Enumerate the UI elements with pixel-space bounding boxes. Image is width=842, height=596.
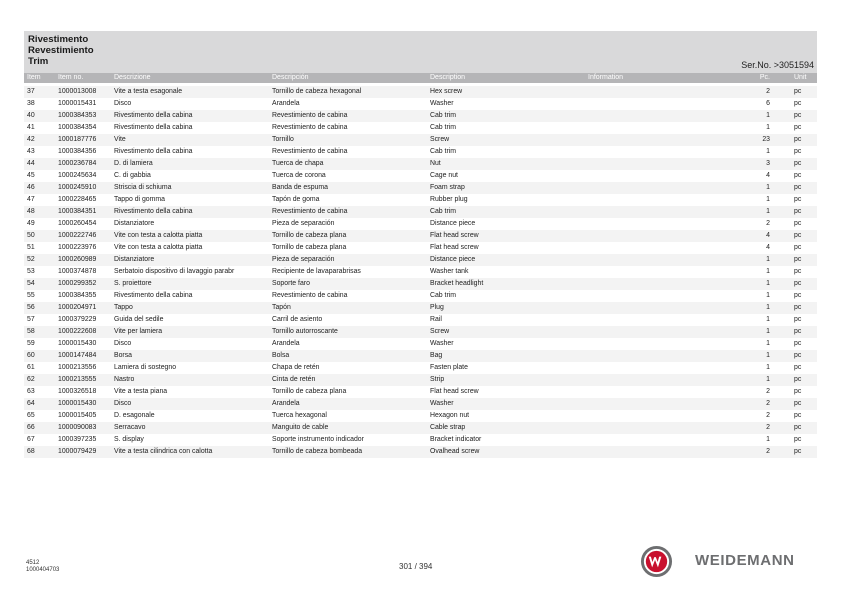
cell-desc-italian: Disco bbox=[114, 340, 132, 347]
cell-pc: 1 bbox=[766, 196, 770, 203]
cell-item-no: 1000397235 bbox=[58, 436, 97, 443]
cell-desc-italian: Serbatoio dispositivo di lavaggio parabr bbox=[114, 268, 235, 275]
cell-desc-italian: Vite con testa a calotta piatta bbox=[114, 244, 203, 251]
cell-item: 62 bbox=[27, 376, 35, 383]
cell-item: 37 bbox=[27, 88, 35, 95]
footer-code-1: 4512 bbox=[26, 560, 40, 566]
cell-item-no: 1000213555 bbox=[58, 376, 97, 383]
table-row bbox=[24, 362, 817, 374]
cell-desc-italian: C. di gabbia bbox=[114, 172, 151, 179]
cell-pc: 1 bbox=[766, 112, 770, 119]
cell-unit: pc bbox=[794, 160, 802, 167]
table-row bbox=[24, 230, 817, 242]
table-row bbox=[24, 86, 817, 98]
cell-desc-english: Strip bbox=[430, 376, 445, 383]
cell-unit: pc bbox=[794, 148, 802, 155]
cell-desc-english: Fasten plate bbox=[430, 364, 468, 371]
cell-pc: 1 bbox=[766, 328, 770, 335]
cell-desc-english: Cab trim bbox=[430, 112, 457, 119]
cell-desc-italian: Tappo bbox=[114, 304, 133, 311]
cell-desc-spanish: Tuerca de corona bbox=[272, 172, 326, 179]
cell-desc-spanish: Arandela bbox=[272, 400, 300, 407]
cell-desc-spanish: Tornillo de cabeza plana bbox=[272, 388, 347, 395]
cell-desc-english: Screw bbox=[430, 328, 450, 335]
cell-desc-english: Cab trim bbox=[430, 208, 457, 215]
cell-unit: pc bbox=[794, 280, 802, 287]
cell-desc-spanish: Tornillo de cabeza plana bbox=[272, 244, 347, 251]
cell-pc: 1 bbox=[766, 280, 770, 287]
cell-desc-english: Ovalhead screw bbox=[430, 448, 480, 455]
cell-item: 50 bbox=[27, 232, 35, 239]
cell-pc: 1 bbox=[766, 148, 770, 155]
col-desc-spanish: Descripción bbox=[272, 74, 309, 81]
table-row bbox=[24, 314, 817, 326]
cell-pc: 1 bbox=[766, 436, 770, 443]
cell-desc-italian: Rivestimento della cabina bbox=[114, 148, 193, 155]
col-information: Information bbox=[588, 74, 624, 81]
cell-item: 58 bbox=[27, 328, 35, 335]
cell-unit: pc bbox=[794, 448, 802, 455]
cell-item-no: 1000204971 bbox=[58, 304, 97, 311]
cell-desc-italian: Vite per lamiera bbox=[114, 328, 163, 335]
cell-desc-italian: Nastro bbox=[114, 376, 135, 383]
footer-code-2: 1000404703 bbox=[26, 567, 60, 573]
cell-desc-english: Rubber plug bbox=[430, 196, 468, 203]
cell-item: 44 bbox=[27, 160, 35, 167]
cell-pc: 1 bbox=[766, 292, 770, 299]
cell-unit: pc bbox=[794, 316, 802, 323]
cell-pc: 1 bbox=[766, 124, 770, 131]
cell-desc-italian: Distanziatore bbox=[114, 256, 155, 263]
cell-item-no: 1000222608 bbox=[58, 328, 97, 335]
cell-unit: pc bbox=[794, 100, 802, 107]
cell-desc-italian: Rivestimento della cabina bbox=[114, 292, 193, 299]
cell-unit: pc bbox=[794, 184, 802, 191]
cell-item: 49 bbox=[27, 220, 35, 227]
table-row bbox=[24, 218, 817, 230]
cell-unit: pc bbox=[794, 304, 802, 311]
cell-desc-english: Rail bbox=[430, 316, 442, 323]
cell-pc: 2 bbox=[766, 448, 770, 455]
table-row bbox=[24, 302, 817, 314]
table-row bbox=[24, 290, 817, 302]
cell-desc-english: Washer tank bbox=[430, 268, 469, 275]
cell-pc: 2 bbox=[766, 388, 770, 395]
cell-desc-english: Cab trim bbox=[430, 124, 457, 131]
cell-unit: pc bbox=[794, 124, 802, 131]
cell-item: 65 bbox=[27, 412, 35, 419]
cell-desc-spanish: Tapón de goma bbox=[272, 196, 320, 203]
cell-pc: 4 bbox=[766, 232, 770, 239]
cell-desc-spanish: Revestimiento de cabina bbox=[272, 208, 348, 215]
cell-item: 67 bbox=[27, 436, 35, 443]
parts-table-body bbox=[24, 86, 817, 458]
table-row bbox=[24, 326, 817, 338]
cell-item-no: 1000245634 bbox=[58, 172, 97, 179]
cell-item: 64 bbox=[27, 400, 35, 407]
cell-desc-english: Cage nut bbox=[430, 172, 458, 179]
cell-desc-english: Hexagon nut bbox=[430, 412, 470, 419]
cell-item-no: 1000384353 bbox=[58, 112, 97, 119]
cell-item: 68 bbox=[27, 448, 35, 455]
cell-pc: 1 bbox=[766, 268, 770, 275]
cell-desc-italian: S. proiettore bbox=[114, 280, 152, 287]
cell-item: 56 bbox=[27, 304, 35, 311]
table-row bbox=[24, 98, 817, 110]
cell-pc: 1 bbox=[766, 352, 770, 359]
cell-unit: pc bbox=[794, 292, 802, 299]
cell-item: 59 bbox=[27, 340, 35, 347]
cell-desc-italian: Vite bbox=[114, 136, 126, 143]
table-row bbox=[24, 146, 817, 158]
cell-item-no: 1000374878 bbox=[58, 268, 97, 275]
cell-desc-english: Bracket headlight bbox=[430, 280, 484, 287]
cell-item-no: 1000299352 bbox=[58, 280, 97, 287]
cell-pc: 4 bbox=[766, 172, 770, 179]
table-row bbox=[24, 254, 817, 266]
cell-item-no: 1000213556 bbox=[58, 364, 97, 371]
table-row bbox=[24, 158, 817, 170]
cell-desc-italian: Borsa bbox=[114, 352, 133, 359]
cell-desc-italian: Rivestimento della cabina bbox=[114, 124, 193, 131]
cell-item-no: 1000079429 bbox=[58, 448, 97, 455]
cell-desc-english: Screw bbox=[430, 136, 450, 143]
cell-desc-spanish: Tuerca hexagonal bbox=[272, 412, 327, 419]
cell-item-no: 1000222746 bbox=[58, 232, 97, 239]
cell-pc: 1 bbox=[766, 364, 770, 371]
cell-unit: pc bbox=[794, 268, 802, 275]
cell-desc-spanish: Tornillo de cabeza bombeada bbox=[272, 448, 363, 455]
cell-item-no: 1000326518 bbox=[58, 388, 97, 395]
cell-desc-spanish: Cinta de retén bbox=[272, 376, 316, 383]
cell-desc-italian: Serracavo bbox=[114, 424, 146, 431]
cell-desc-spanish: Soporte instrumento indicador bbox=[272, 436, 364, 443]
cell-desc-spanish: Tapón bbox=[272, 304, 291, 311]
cell-item: 55 bbox=[27, 292, 35, 299]
cell-desc-italian: S. display bbox=[114, 436, 144, 443]
cell-desc-english: Bracket indicator bbox=[430, 436, 482, 443]
cell-unit: pc bbox=[794, 400, 802, 407]
cell-item: 53 bbox=[27, 268, 35, 275]
cell-unit: pc bbox=[794, 340, 802, 347]
table-row bbox=[24, 194, 817, 206]
cell-unit: pc bbox=[794, 364, 802, 371]
footer-codes bbox=[26, 560, 59, 574]
cell-unit: pc bbox=[794, 376, 802, 383]
table-row bbox=[24, 386, 817, 398]
cell-item-no: 1000015430 bbox=[58, 340, 97, 347]
table-row bbox=[24, 434, 817, 446]
table-row bbox=[24, 398, 817, 410]
cell-unit: pc bbox=[794, 196, 802, 203]
cell-item: 57 bbox=[27, 316, 35, 323]
col-item: Item bbox=[27, 74, 41, 81]
cell-pc: 2 bbox=[766, 88, 770, 95]
cell-pc: 6 bbox=[766, 100, 770, 107]
cell-item-no: 1000228465 bbox=[58, 196, 97, 203]
cell-item-no: 1000260454 bbox=[58, 220, 97, 227]
table-row bbox=[24, 110, 817, 122]
cell-pc: 3 bbox=[766, 160, 770, 167]
title-spanish: Revestimiento bbox=[28, 45, 94, 56]
cell-desc-spanish: Tornillo autorroscante bbox=[272, 328, 338, 335]
col-unit: Unit bbox=[794, 74, 807, 81]
cell-item-no: 1000015431 bbox=[58, 100, 97, 107]
col-desc-english: Description bbox=[430, 74, 466, 81]
cell-pc: 23 bbox=[762, 136, 770, 143]
title-english: Trim bbox=[28, 56, 49, 67]
cell-item: 43 bbox=[27, 148, 35, 155]
serial-number: Ser.No. >3051594 bbox=[741, 60, 814, 70]
cell-item: 61 bbox=[27, 364, 35, 371]
cell-desc-english: Bag bbox=[430, 352, 443, 359]
cell-desc-italian: Disco bbox=[114, 100, 132, 107]
cell-desc-english: Washer bbox=[430, 340, 454, 347]
col-item-no: Item no. bbox=[58, 74, 84, 81]
title-italian: Rivestimento bbox=[28, 34, 89, 45]
cell-desc-english: Hex screw bbox=[430, 88, 463, 95]
table-row bbox=[24, 206, 817, 218]
cell-desc-spanish: Arandela bbox=[272, 100, 300, 107]
cell-item-no: 1000384351 bbox=[58, 208, 97, 215]
table-row bbox=[24, 350, 817, 362]
cell-desc-spanish: Tornillo bbox=[272, 136, 294, 143]
table-row bbox=[24, 410, 817, 422]
cell-pc: 2 bbox=[766, 424, 770, 431]
cell-unit: pc bbox=[794, 244, 802, 251]
cell-desc-italian: Distanziatore bbox=[114, 220, 155, 227]
cell-desc-english: Plug bbox=[430, 304, 444, 311]
cell-desc-italian: D. di lamiera bbox=[114, 160, 153, 167]
cell-desc-spanish: Banda de espuma bbox=[272, 184, 328, 191]
cell-pc: 1 bbox=[766, 316, 770, 323]
cell-unit: pc bbox=[794, 220, 802, 227]
cell-item: 66 bbox=[27, 424, 35, 431]
cell-desc-spanish: Tuerca de chapa bbox=[272, 160, 324, 167]
cell-item: 63 bbox=[27, 388, 35, 395]
cell-item-no: 1000187776 bbox=[58, 136, 97, 143]
cell-unit: pc bbox=[794, 256, 802, 263]
cell-unit: pc bbox=[794, 412, 802, 419]
cell-unit: pc bbox=[794, 88, 802, 95]
cell-desc-spanish: Revestimiento de cabina bbox=[272, 292, 348, 299]
cell-item-no: 1000223976 bbox=[58, 244, 97, 251]
cell-pc: 1 bbox=[766, 376, 770, 383]
cell-pc: 1 bbox=[766, 256, 770, 263]
col-desc-italian: Descrizione bbox=[114, 74, 151, 81]
cell-item-no: 1000013008 bbox=[58, 88, 97, 95]
cell-pc: 1 bbox=[766, 340, 770, 347]
cell-desc-spanish: Bolsa bbox=[272, 352, 290, 359]
table-row bbox=[24, 446, 817, 458]
cell-desc-spanish: Recipiente de lavaparabrisas bbox=[272, 268, 361, 275]
cell-unit: pc bbox=[794, 232, 802, 239]
cell-desc-spanish: Revestimiento de cabina bbox=[272, 124, 348, 131]
cell-item: 40 bbox=[27, 112, 35, 119]
cell-item-no: 1000384355 bbox=[58, 292, 97, 299]
cell-desc-italian: Tappo di gomma bbox=[114, 196, 165, 203]
cell-desc-italian: Vite con testa a calotta piatta bbox=[114, 232, 203, 239]
cell-item: 41 bbox=[27, 124, 35, 131]
cell-desc-spanish: Carril de asiento bbox=[272, 316, 323, 323]
cell-item: 51 bbox=[27, 244, 35, 251]
cell-desc-english: Cab trim bbox=[430, 148, 457, 155]
cell-unit: pc bbox=[794, 436, 802, 443]
cell-desc-spanish: Revestimiento de cabina bbox=[272, 112, 348, 119]
cell-desc-english: Nut bbox=[430, 160, 441, 167]
table-row bbox=[24, 122, 817, 134]
table-row bbox=[24, 422, 817, 434]
cell-desc-english: Washer bbox=[430, 100, 454, 107]
cell-desc-italian: D. esagonale bbox=[114, 412, 155, 419]
cell-desc-spanish: Arandela bbox=[272, 340, 300, 347]
table-row bbox=[24, 278, 817, 290]
cell-item-no: 1000245910 bbox=[58, 184, 97, 191]
cell-item-no: 1000379229 bbox=[58, 316, 97, 323]
cell-pc: 1 bbox=[766, 304, 770, 311]
cell-desc-spanish: Pieza de separación bbox=[272, 256, 335, 263]
cell-desc-italian: Lamiera di sostegno bbox=[114, 364, 177, 371]
cell-desc-spanish: Tornillo de cabeza plana bbox=[272, 232, 347, 239]
cell-desc-english: Flat head screw bbox=[430, 232, 479, 239]
cell-desc-italian: Vite a testa esagonale bbox=[114, 88, 183, 95]
table-row bbox=[24, 266, 817, 278]
table-row bbox=[24, 182, 817, 194]
cell-pc: 4 bbox=[766, 244, 770, 251]
cell-unit: pc bbox=[794, 388, 802, 395]
cell-item-no: 1000384354 bbox=[58, 124, 97, 131]
cell-desc-italian: Striscia di schiuma bbox=[114, 184, 172, 191]
cell-desc-spanish: Pieza de separación bbox=[272, 220, 335, 227]
cell-desc-english: Flat head screw bbox=[430, 388, 479, 395]
cell-unit: pc bbox=[794, 172, 802, 179]
brand-wordmark: WEIDEMANN bbox=[695, 552, 795, 569]
cell-item-no: 1000090083 bbox=[58, 424, 97, 431]
cell-pc: 2 bbox=[766, 400, 770, 407]
cell-desc-italian: Rivestimento della cabina bbox=[114, 112, 193, 119]
cell-desc-english: Flat head screw bbox=[430, 244, 479, 251]
title-block bbox=[24, 31, 817, 73]
cell-desc-english: Washer bbox=[430, 400, 454, 407]
cell-item: 46 bbox=[27, 184, 35, 191]
table-row bbox=[24, 170, 817, 182]
cell-desc-italian: Vite a testa piana bbox=[114, 388, 168, 395]
col-pc: Pc. bbox=[759, 74, 770, 81]
table-row bbox=[24, 242, 817, 254]
cell-desc-italian: Rivestimento della cabina bbox=[114, 208, 193, 215]
cell-desc-english: Cable strap bbox=[430, 424, 466, 431]
cell-desc-spanish: Revestimiento de cabina bbox=[272, 148, 348, 155]
cell-desc-italian: Guida del sedile bbox=[114, 316, 164, 323]
weidemann-w-logo-icon bbox=[640, 545, 673, 578]
cell-unit: pc bbox=[794, 352, 802, 359]
cell-pc: 1 bbox=[766, 208, 770, 215]
table-header bbox=[24, 73, 817, 83]
cell-desc-english: Distance piece bbox=[430, 256, 476, 263]
cell-item-no: 1000260989 bbox=[58, 256, 97, 263]
cell-item-no: 1000384356 bbox=[58, 148, 97, 155]
cell-desc-spanish: Soporte faro bbox=[272, 280, 310, 287]
cell-item: 42 bbox=[27, 136, 35, 143]
cell-desc-english: Distance piece bbox=[430, 220, 476, 227]
cell-item: 54 bbox=[27, 280, 35, 287]
cell-pc: 2 bbox=[766, 220, 770, 227]
cell-item-no: 1000015430 bbox=[58, 400, 97, 407]
cell-unit: pc bbox=[794, 328, 802, 335]
cell-item: 38 bbox=[27, 100, 35, 107]
cell-item-no: 1000147484 bbox=[58, 352, 97, 359]
cell-desc-spanish: Manguito de cable bbox=[272, 424, 329, 431]
cell-desc-italian: Vite a testa cilindrica con calotta bbox=[114, 448, 213, 455]
cell-item: 60 bbox=[27, 352, 35, 359]
cell-item-no: 1000236784 bbox=[58, 160, 97, 167]
cell-item: 47 bbox=[27, 196, 35, 203]
table-row bbox=[24, 134, 817, 146]
cell-item: 48 bbox=[27, 208, 35, 215]
cell-desc-spanish: Chapa de retén bbox=[272, 364, 320, 371]
cell-pc: 2 bbox=[766, 412, 770, 419]
cell-desc-english: Foam strap bbox=[430, 184, 465, 191]
table-row bbox=[24, 374, 817, 386]
cell-item-no: 1000015405 bbox=[58, 412, 97, 419]
cell-desc-italian: Disco bbox=[114, 400, 132, 407]
page-number: 301 / 394 bbox=[399, 562, 433, 571]
cell-unit: pc bbox=[794, 112, 802, 119]
cell-unit: pc bbox=[794, 424, 802, 431]
table-row bbox=[24, 338, 817, 350]
cell-item: 45 bbox=[27, 172, 35, 179]
cell-desc-spanish: Tornillo de cabeza hexagonal bbox=[272, 88, 362, 95]
cell-item: 52 bbox=[27, 256, 35, 263]
cell-unit: pc bbox=[794, 136, 802, 143]
cell-pc: 1 bbox=[766, 184, 770, 191]
cell-desc-english: Cab trim bbox=[430, 292, 457, 299]
cell-unit: pc bbox=[794, 208, 802, 215]
